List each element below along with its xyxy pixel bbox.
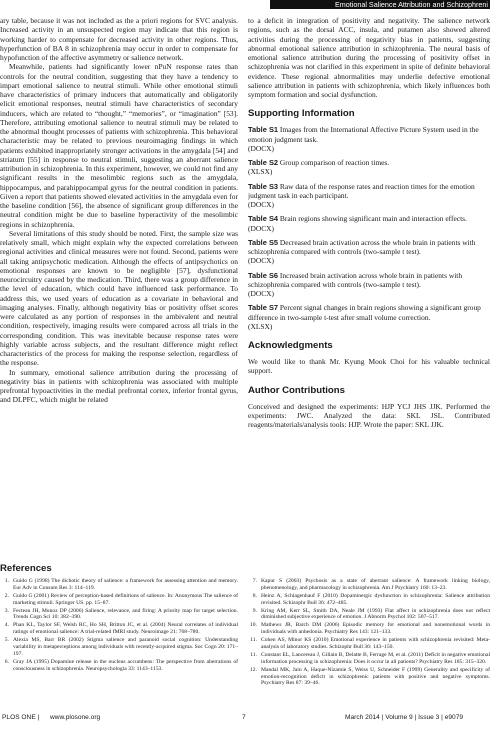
footer-journal: PLOS ONE |	[2, 714, 40, 721]
supporting-item-label[interactable]: Table S2	[248, 158, 279, 167]
reference-text: Cohen AS, Minor KS (2010) Emotional experience in patients with schizophrenia revisited: Meta-analysis of laboratory studies. Schizophr Bull 36: 143–150.	[261, 637, 490, 650]
footer-issue-info: March 2014 | Volume 9 | Issue 3 | e9079	[345, 714, 464, 721]
supporting-item	[248, 182, 490, 210]
reference-item	[248, 593, 490, 607]
supporting-item-format: (DOCX)	[248, 143, 275, 153]
supporting-item-format: (DOCX)	[248, 256, 275, 266]
references-left-column	[0, 578, 238, 674]
reference-number: 4.	[4, 622, 9, 629]
author-contributions-heading: Author Contributions	[248, 384, 345, 396]
supporting-item-format: (XLSX)	[248, 167, 273, 177]
supporting-item-label[interactable]: Table S1	[248, 125, 279, 135]
supporting-item-description: Raw data of the response rates and reaction times for the emotion judgment task in each participant.	[248, 181, 475, 200]
reference-item	[0, 578, 238, 592]
reference-text: Kring AM, Kerr SL, Smith DA, Neale JM (1993) Flat affect in schizophrenia does not reflect diminished subjective experience of emotion. J Abnorm Psychol 102: 507–517.	[261, 607, 490, 621]
reference-number: 10.	[250, 622, 257, 629]
page-number: 7	[242, 714, 246, 721]
supporting-item-description: Increased brain activation across whole brain in patients with schizophrenia compared with controls (two-sample t test).	[248, 270, 463, 289]
reference-text: Mathews JR, Barch DM (2006) Episodic memory for emotional and nonemotional words in individuals with anhedonia. Psychiatry Res 143: 121–133.	[261, 622, 490, 636]
reference-item	[0, 608, 238, 622]
body-paragraph: ary table, because it was not included as the a priori regions for SVC analysis. Increased activity in an unsuspected region may indicate that this region is working harder to compensate for decreased activity in other regions. Thus, hyperfunction of BA 8 in schizophrenia may occur in order to compensate for hypofunction of the affective asymmetry or salience network.	[0, 16, 238, 62]
supporting-item-description: Decreased brain activation across the whole brain in patients with schizophrenia compared with controls (two-sample t test).	[248, 237, 476, 256]
supporting-item-label[interactable]: Table S5	[248, 237, 279, 247]
references-heading: References	[0, 563, 52, 574]
supporting-item-label[interactable]: Table S7	[248, 303, 279, 313]
reference-number: 11.	[250, 651, 257, 658]
supporting-item-description: Percent signal changes in brain regions showing a significant group difference in two-sample t-test after small volume correction.	[248, 303, 481, 322]
body-paragraph: Several limitations of this study should be noted. First, the sample size was relatively small, which might explain why the expected correlations between regional activities and clinical measures were not found. Second, patients were all taking antipsychotic medication. Although the effects of antipsychotics on emotional responses are known to be negligible [57], dysfunctional neurocircuitry caused by the medication. Third, there was a group difference in the level of education, which could have influenced task performance. To address this, we used years of education as a covariate in behavioral and imaging analyses. Finally, although negativity bias or positivity offset scores were calculated as any portion of responses in the ambivalent and neutral condition, respectively, imaging results were compared across all trials in the corresponding condition. This was inevitable because response rates were highly variable across subjects, and the resultant difference might reflect characteristics of the process for making the response selection, regardless of the response.	[0, 228, 238, 368]
reference-number: 2.	[4, 592, 9, 599]
supporting-item	[248, 238, 490, 266]
reference-text: Alexia MS, Barr BR (2002) Stigma salience and paranoid social cognition: Understanding variability in metaperceptions among individuals with recently-acquired stigma. Soc Cogn 20: 171–197.	[13, 637, 238, 657]
reference-number: 6.	[4, 658, 9, 665]
reference-text: Heinz A, Schlagenhauf F (2010) Dopaminergic dysfunction in schizophrenia: Salience attribution revisited. Schizophr Bull 36: 472–485.	[261, 592, 490, 606]
page-footer	[0, 712, 490, 724]
body-paragraph: to a deficit in integration of positivity and negativity. The salience network regions, such as the dorsal ACC, insula, and putamen also showed altered activities during the processing of negativity bias in patients, suggesting abnormal emotional salience attribution in schizophrenia. The neural basis of emotional salience attribution during the processing of positivity offset in schizophrenia was not clarified in this experiment in spite of definite behavioral evidence. These regional abnormalities may underlie defective emotional salience attribution in patients with schizophrenia, which likely influences both symptom formation and social dysfunction.	[248, 16, 490, 99]
supporting-item	[248, 158, 490, 177]
reference-number: 1.	[4, 578, 9, 584]
reference-item	[0, 659, 238, 673]
acknowledgments-heading: Acknowledgments	[248, 340, 333, 351]
supporting-item	[248, 271, 490, 299]
body-paragraph: Meanwhile, patients had significantly lower nPuN response rates than controls for the neutral condition, suggesting that they have a tendency to impart emotional salience to neutral stimuli. While other emotional stimuli have characteristics of primary inducers that automatically and obligatorily elicit emotional responses, neutral stimuli have characteristics of secondary inducers, which are related to “thought,” “memories”, or “imagination” [53]. Therefore, attributing emotional salience to neutral stimuli may be related to the abnormal thought processes of patients with schizophrenia. This behavioral characteristic may be related to previous neuroimaging findings in which patients exhibited inappropriately stronger activations in the amygdala [54] and striatum [55] in response to neutral stimuli, suggesting an aberrant salience attribution in schizophrenia. In this experiment, however, we could not find any significant results in the mesolimbic regions such as the amygdala, hippocampus, and parahippocampal gyrus for the neutral condition in patients. Given a report that patients showed elevated activities in the amygdala even for the baseline condition [56], the absence of significant group differences in the neutral condition might be due to baseline hyperactivity of the mesolimbic regions in schizophrenia.	[0, 62, 238, 229]
reference-number: 12.	[250, 666, 257, 673]
reference-number: 9.	[252, 607, 257, 614]
supporting-item-format: (XLSX)	[248, 321, 273, 331]
reference-text: Phan KL, Taylor SF, Welsh RC, Ho SH, Britton JC, et al. (2004) Neural correlates of individual ratings of emotional salience: A trial-related fMRI study. Neuroimage 21: 768–780.	[13, 622, 238, 636]
reference-text: Kapur S (2003) Psychosis as a state of aberrant salience: A framework linking biology, phenomenology, and pharmacology in schizophrenia. Am J Psychiatry 160: 13–23.	[261, 578, 490, 591]
reference-text: Constant EL, Lancereau J, Gillain B, Delatte B, Ferrage M, et al. (2011) Deficit in negative emotional information processing in schizophrenia: Does it occur in all patients? Psychiatry Res 185: 315–320.	[261, 651, 490, 665]
supporting-item	[248, 303, 490, 331]
reference-item	[0, 622, 238, 636]
supporting-item-description: Group comparison of reaction times.	[279, 158, 390, 167]
reference-number: 8.	[252, 592, 257, 599]
reference-number: 11.	[250, 637, 257, 644]
reference-item	[0, 593, 238, 607]
supporting-item	[248, 125, 490, 153]
reference-number: 7.	[252, 578, 257, 584]
reference-text: Mandal MK, Jain A, Haque-Nizamie S, Weiss U, Schneider F (1999) Generality and specificity of emotion-recognition deficit in schizophrenic patients with positive and negative symptoms. Psychiatry Res 87: 39–46.	[261, 666, 490, 687]
supporting-information-heading: Supporting Information	[248, 108, 355, 120]
reference-item	[248, 667, 490, 688]
left-text-column	[0, 16, 238, 405]
reference-item	[248, 622, 490, 636]
supporting-item-label[interactable]: Table S3	[248, 181, 279, 191]
references-right-column	[248, 578, 490, 688]
reference-text: Guido G (1998) The dichotic theory of salience: a framework for assessing attention and memory. Eur Adv in Consum Res 3: 114–119.	[13, 578, 238, 591]
author-contributions-text: Conceived and designed the experiments: HJP YCJ JHS JJK. Performed the experiments: JWC. Analyzed the data: SKL JSL. Contributed reagents/materials/analysis tools: HJP. Wrote the paper: SKL JJK.	[248, 401, 490, 429]
right-text-column	[248, 16, 490, 429]
reference-item	[248, 637, 490, 651]
supporting-item-description: Images from the International Affective Picture System used in the emotion judgment task.	[248, 125, 479, 144]
running-header: Emotional Salience Attribution and Schizophreni	[270, 0, 490, 9]
supporting-item-format: (DOCX)	[248, 223, 275, 233]
supporting-item-label[interactable]: Table S4	[248, 214, 279, 224]
supporting-item-format: (DOCX)	[248, 289, 275, 298]
reference-item	[248, 578, 490, 592]
acknowledgments-text: We would like to thank Mr. Kyung Mook Choi for his valuable technical support.	[248, 357, 490, 376]
reference-number: 5.	[4, 637, 9, 644]
footer-url-link[interactable]: www.plosone.org	[50, 714, 101, 721]
reference-text: Guido G (2001) Review of perception-based definitions of salience. In: Anonymous The salience of marketing stimuli. Springer US. pp. 15–87.	[13, 592, 238, 606]
references-section	[0, 563, 490, 693]
reference-text: Gray JA (1995) Dopamine release in the nucleus accumbens: The perspective from aberrations of consciousness in schizophrenia. Neuropsychologia 33: 1143–1153.	[13, 658, 238, 672]
reference-item	[0, 637, 238, 658]
reference-text: Fecteau JH, Munoz DP (2006) Salience, relevance, and firing: A priority map for target selection. Trends Cogn Sci 10: 382–390.	[13, 607, 238, 621]
reference-item	[248, 608, 490, 622]
supporting-item-description: Brain regions showing significant main and interaction effects.	[279, 214, 467, 224]
reference-item	[248, 652, 490, 666]
supporting-item-format: (DOCX)	[248, 200, 275, 209]
supporting-item-label[interactable]: Table S6	[248, 270, 279, 280]
reference-number: 3.	[4, 607, 9, 614]
body-paragraph: In summary, emotional salience attribution during the processing of negativity bias in patients with schizophrenia was associated with multiple prefrontal hypoactivities in the medial prefrontal cortex, inferior frontal gyrus, and DLPFC, which might be related	[0, 367, 238, 405]
supporting-item	[248, 214, 490, 233]
